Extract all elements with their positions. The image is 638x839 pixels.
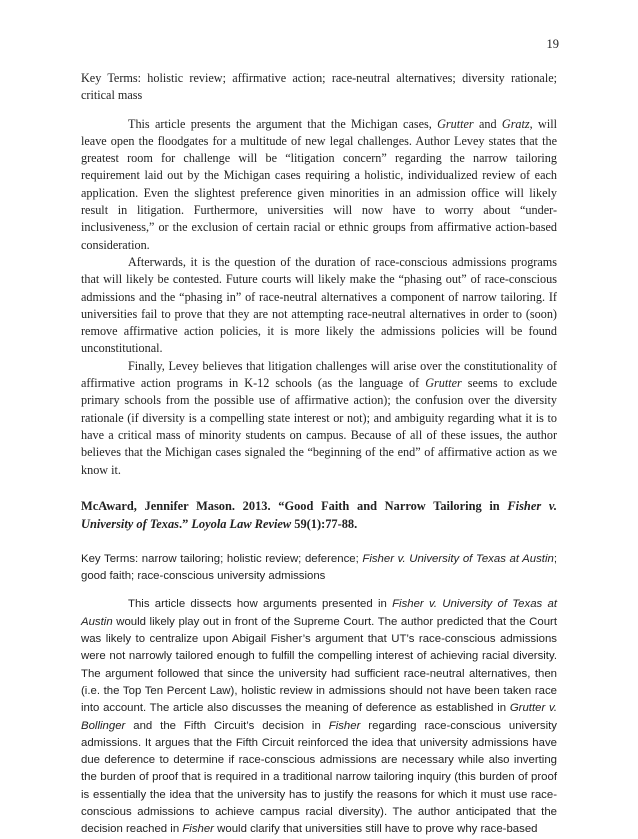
entry2-citation: McAward, Jennifer Mason. 2013. “Good Faith and Narrow Tailoring in Fisher v. University of Texas.” Loyola Law Review 59(1):77-88. [81,498,557,531]
entry2-paragraph-1: This article dissects how arguments presented in Fisher v. University of Texas at Austin would likely play out in front of the Supreme Court. The author predicted that the Court was likely to centralize upon Abigail Fisher’s argument that UT’s race-conscious admissions were not narrowly tailored enough to fulfill the compelling interest of achieving racial diversity. The argument followed that since the university had sufficient race-neutral alternatives, then (i.e. the Top Ten Percent Law), holistic review in admissions should not have been taken race into account. The article also discusses the meaning of deference as established in Grutter v. Bollinger and the Fifth Circuit’s decision in Fisher regarding race-conscious university admissions. It argues that the Fifth Circuit reinforced the idea that university admissions have due deference to determine if race-conscious admissions are necessary while also inverting the burden of proof that is required in a traditional narrow tailoring inquiry (this burden of proof is essentially the idea that the university has to justify the reasons for which it must use race-conscious admissions to achieve campus racial diversity). The author anticipated that the decision reached in Fisher would clarify that universities still have to prove why race-based [81,598,557,836]
entry1-paragraph-3: Finally, Levey believes that litigation challenges will arise over the constitutionality of affirmative action programs in K-12 schools (as the language of Grutter seems to exclude primary schools from the possible use of affirmative action); the confusion over the diversity rationale (if diversity is a compelling state interest or not); and ambiguity regarding what it is to have a critical mass of minority students on campus. Because of all of these issues, the author believes that the Michigan cases signaled the “beginning of the end” of affirmative action as we know it. [81,358,557,477]
entry2-key-terms: Key Terms: narrow tailoring; holistic review; deference; Fisher v. University of Texas at Austin; good faith; race-conscious university admissions [81,552,557,583]
entry1-key-terms: Key Terms: holistic review; affirmative action; race-neutral alternatives; diversity rationale; critical mass [81,71,557,103]
page-number: 19 [546,37,559,51]
entry1-paragraph-2: Afterwards, it is the question of the duration of race-conscious admissions programs that will likely be contested. Future courts will likely make the “phasing out” of race-conscious admissions and the “phasing in” of race-neutral alternatives a component of narrow tailoring. If universities fail to prove that they are not attempting race-neutral alternatives in order to (soon) remove affirmative action policies, it is more likely the admissions policies will be found unconstitutional. [81,254,557,356]
entry1-paragraph-1: This article presents the argument that the Michigan cases, Grutter and Gratz, will leave open the floodgates for a multitude of new legal challenges. Author Levey states that the greatest room for challenge will be “litigation concern” regarding the narrow tailoring requirement laid out by the Michigan cases requiring a holistic, individualized review of each application. Even the slightest preference given minorities in an admission office will likely result in litigation. Furthermore, universities will now have to worry about “under-inclusiveness,” or the exclusion of certain racial or ethnic groups from affirmative action-based consideration. [81,116,557,252]
page-body [81,70,557,839]
